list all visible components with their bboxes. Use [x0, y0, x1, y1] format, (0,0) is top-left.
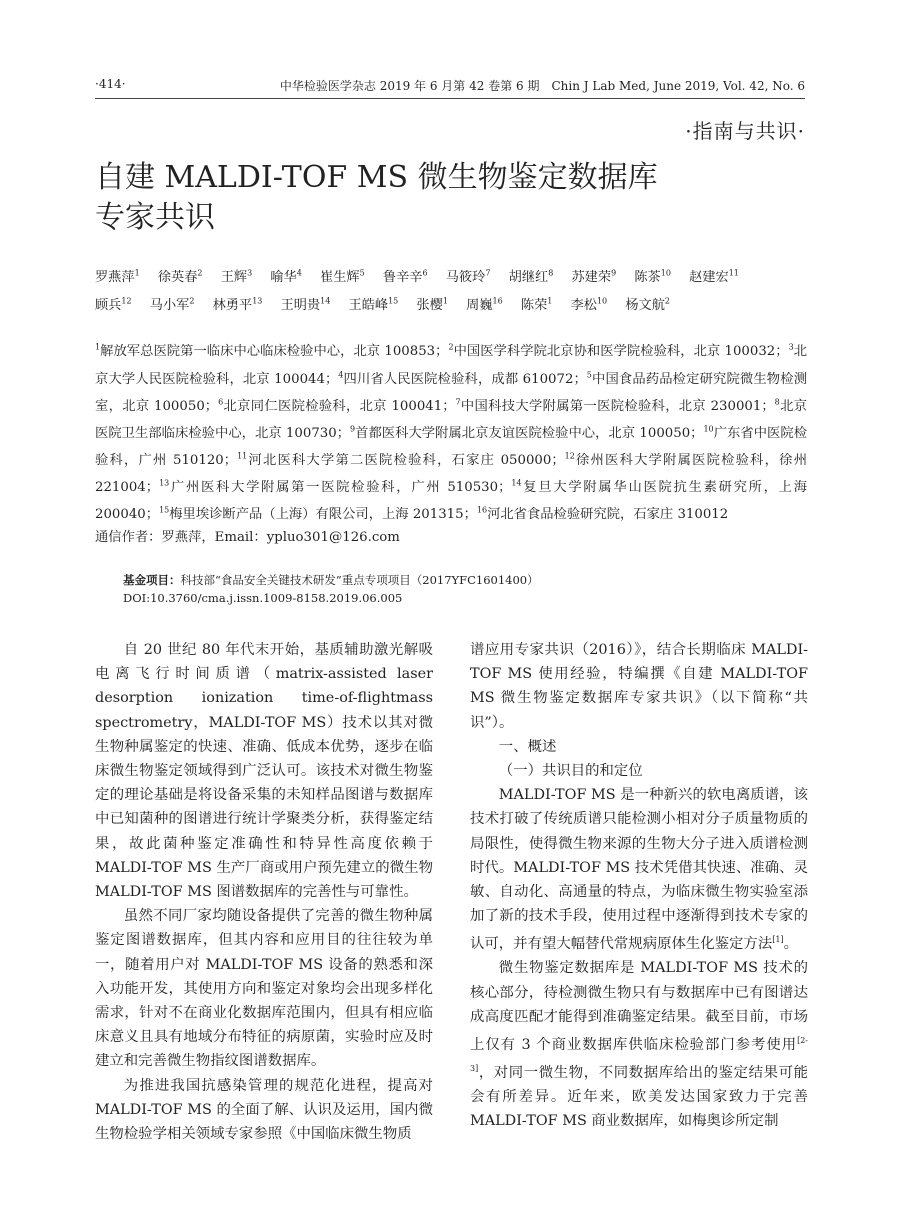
affiliation-marker: 9	[350, 424, 356, 434]
funding-label: 基金项目：	[123, 573, 181, 587]
author-affiliation-marker: 11	[728, 269, 739, 278]
page-number: ·414·	[95, 77, 126, 91]
citation[interactable]: [2-3]	[470, 1036, 808, 1074]
author-affiliation-marker: 16	[492, 296, 503, 306]
author-name	[320, 270, 365, 285]
author-name-text: 陈荣	[520, 297, 548, 313]
paragraph: 自 20 世纪 80 年代末开始，基质辅助激光解吸电离飞行时间质谱（matrix-assisted laser desorption ionization time-of-flightmass spectrometry，MALDI-TOF MS）技术以其对微生物种属鉴定的快速、准确、低成本优势，逐步在临床微生物鉴定领域得到广泛认可。该技术对微生物鉴定的理论基础是将设备采集的未知样品图谱与数据库中已知菌种的图谱进行统计学聚类分析，获得鉴定结果，故此菌种鉴定准确性和特异性高度依赖于 MALDI-TOF MS 生产厂商或用户预先建立的微生物 MALDI-TOF MS 图谱数据库的完善性与可靠性。	[95, 642, 433, 901]
author-list	[95, 262, 807, 317]
author-affiliation-marker: 3	[247, 269, 253, 278]
header-rule	[95, 98, 805, 99]
author-name-text: 胡继红	[508, 270, 549, 286]
author-name	[446, 270, 491, 285]
affiliation-marker: 13	[159, 478, 170, 488]
author-affiliation-marker: 2	[664, 296, 671, 306]
affiliation-marker: 10	[703, 424, 714, 434]
affiliation-marker: 5	[586, 370, 592, 380]
paragraph: 为推进我国抗感染管理的规范化进程，提高对 MALDI-TOF MS 的全面了解、认识及运用，国内微生物检验学相关领域专家参照《中国临床微生物质	[95, 1077, 433, 1143]
paragraph-text: ，对同一微生物，不同数据库给出的鉴定结果可能会有所差异。近年来，欧美发达国家致力于完善 MALDI-TOF MS 商业数据库，如梅奥诊所定制	[470, 1064, 808, 1130]
affiliation-marker: 12	[564, 451, 575, 461]
author-name-text: 李松	[570, 297, 597, 313]
author-name-text: 顾兵	[95, 297, 122, 313]
title-line-1: 自建 MALDI-TOF MS 微生物鉴定数据库	[95, 160, 658, 195]
affiliation-text: 四川省人民医院检验科，成都 610072；	[343, 371, 587, 387]
author-name-text: 马小军	[149, 297, 190, 313]
author-name-text: 徐英春	[157, 270, 198, 286]
author-affiliation-marker: 10	[660, 269, 671, 278]
body-column-left	[95, 638, 433, 1146]
affiliation-marker: 8	[774, 397, 780, 407]
doi: DOI:10.3760/cma.j.issn.1009-8158.2019.06.005	[123, 591, 403, 605]
author-name	[509, 270, 554, 285]
paragraph-text: 。	[783, 936, 798, 953]
author-name	[571, 298, 608, 313]
affiliation-text: 北京医院卫生部临床检验中心，北京 100730；	[95, 398, 807, 441]
affiliation-text: 复旦大学附属华山医院抗生素研究所，上海 200040；	[95, 480, 807, 523]
journal-header: 中华检验医学杂志 2019 年 6 月第 42 卷第 6 期 Chin J Lab Med, June 2019, Vol. 42, No. 6	[279, 79, 805, 93]
paragraph-text: MALDI-TOF MS 是一种新兴的软电离质谱，该技术打破了传统质谱只能检测小相对分子质量物质的局限性，使得微生物来源的生物大分子进入质谱检测时代。MALDI-TOF MS 技术凭借其快速、准确、灵敏、自动化、高通量的特点，为临床微生物实验室添加了新的技术手段，使用过程中逐渐得到技术专家的认可，并有望大幅替代常规病原体生化鉴定方法	[470, 787, 808, 953]
author-affiliation-marker: 13	[252, 296, 263, 306]
author-name-text: 马筱玲	[445, 270, 486, 286]
author-name-text: 陈茶	[634, 270, 661, 286]
author-name	[349, 298, 399, 313]
affiliation-list	[95, 344, 807, 522]
affiliation-marker: 15	[159, 505, 170, 515]
affiliation-text: 广州医科大学附属第一医院检验科，广州 510530；	[169, 480, 512, 496]
paragraph-text: 微生物鉴定数据库是 MALDI-TOF MS 技术的核心部分，待检测微生物只有与数据库中已有图谱达成高度匹配才能得到准确鉴定结果。截至目前，市场上仅有 3 个商业数据库供临床检验部门参考使用	[470, 960, 808, 1053]
funding-text: 科技部“食品安全关键技术研发”重点专项项目（2017YFC1601400）	[180, 573, 539, 587]
author-affiliation-marker: 1	[442, 296, 448, 306]
affiliation-text: 首都医科大学附属北京友谊医院检验中心，北京 100050；	[355, 425, 704, 441]
section-heading: 一、概述	[498, 738, 557, 755]
author-name-text: 鲁辛辛	[382, 270, 423, 286]
body-column-right	[470, 638, 808, 1133]
affiliation-marker: 3	[788, 343, 794, 352]
paragraph: 谱应用专家共识（2016）》，结合长期临床 MALDI-TOF MS 使用经验，特编撰《自建 MALDI-TOF MS 微生物鉴定数据库专家共识》（以下简称“共识”）。	[470, 642, 808, 731]
affiliation-text: 河北省食品检验研究院，石家庄 310012	[487, 507, 729, 523]
paragraph: 虽然不同厂家均随设备提供了完善的微生物种属鉴定图谱数据库，但其内容和应用目的往往较为单一，随着用户对 MALDI-TOF MS 设备的熟悉和深入功能开发，其使用方向和鉴定对象均会出现多样化需求，针对不在商业化数据库范围内，但具有相应临床意义且具有地域分布特征的病原菌，实验时应及时建立和完善微生物指纹图谱数据库。	[95, 908, 433, 1070]
affiliation-text: 河北医科大学第二医院检验科，石家庄 050000；	[247, 452, 565, 468]
affiliation-text: 解放军总医院第一临床中心临床检验中心，北京 100853；	[100, 344, 449, 360]
author-name	[466, 298, 503, 313]
affiliations	[95, 337, 807, 550]
affiliation-text: 中国科技大学附属第一医院检验科，北京 230001；	[460, 398, 775, 414]
author-affiliation-marker: 4	[296, 269, 302, 278]
funding	[123, 570, 813, 590]
author-name	[383, 270, 428, 285]
affiliation-text: 北京同仁医院检验科，北京 100041；	[223, 398, 456, 414]
affiliation-marker: 4	[338, 370, 344, 380]
author-name-text: 赵建宏	[689, 270, 729, 286]
author-name	[213, 298, 263, 313]
paragraph	[470, 956, 808, 1133]
section-label: ·指南与共识·	[685, 119, 805, 143]
author-name-text: 王辉	[220, 270, 248, 286]
author-name	[689, 270, 739, 285]
affiliation-marker: 1	[95, 343, 101, 352]
affiliation-text: 徐州医科大学附属医院检验科，徐州 221004；	[95, 452, 807, 496]
author-affiliation-marker: 14	[320, 296, 331, 306]
author-name-text: 喻华	[270, 270, 297, 286]
author-affiliation-marker: 2	[189, 296, 195, 306]
article-title	[95, 158, 795, 238]
author-name-text: 杨文航	[625, 297, 665, 313]
affiliation-marker: 2	[448, 343, 454, 352]
affiliation-marker: 11	[237, 451, 248, 461]
affiliation-marker: 14	[511, 478, 522, 488]
affiliation-text: 中国医学科学院北京协和医学院检验科，北京 100032；	[453, 344, 789, 360]
author-name-text: 林勇平	[212, 297, 253, 313]
author-name-text: 王皓峰	[348, 297, 389, 313]
author-name	[221, 270, 252, 285]
author-name	[416, 298, 447, 313]
paragraph	[470, 783, 808, 956]
author-name	[625, 298, 670, 313]
affiliation-text: 广东省中医院检验科，广州 510120；	[95, 425, 807, 468]
author-name	[95, 298, 132, 313]
title-line-2: 专家共识	[95, 200, 215, 235]
affiliation-text: 中国食品药品检定研究院微生物检测室，北京 100050；	[95, 371, 807, 414]
author-name	[572, 270, 617, 285]
author-affiliation-marker: 10	[596, 296, 608, 306]
affiliation-marker: 16	[476, 505, 488, 515]
author-affiliation-marker: 1	[547, 296, 553, 306]
author-name	[158, 270, 203, 285]
author-name	[95, 270, 140, 285]
author-name	[150, 298, 195, 313]
author-affiliation-marker: 9	[611, 269, 617, 278]
author-name-text: 张樱	[416, 297, 443, 313]
citation[interactable]: [1]	[772, 935, 784, 945]
author-name	[270, 270, 301, 285]
author-affiliation-marker: 15	[388, 296, 399, 306]
author-affiliation-marker: 12	[121, 296, 132, 306]
author-name-text: 崔生辉	[320, 270, 360, 286]
affiliation-text: 北京大学人民医院检验科，北京 100044；	[95, 344, 807, 387]
author-affiliation-marker: 2	[197, 269, 203, 278]
author-name	[281, 298, 331, 313]
author-name	[521, 298, 552, 313]
author-affiliation-marker: 1	[134, 269, 140, 278]
author-name-text: 王明贵	[280, 297, 321, 313]
author-affiliation-marker: 6	[422, 269, 428, 278]
affiliation-text: 梅里埃诊断产品（上海）有限公司，上海 201315；	[169, 507, 477, 523]
affiliation-marker: 7	[455, 397, 461, 407]
author-name-text: 周巍	[466, 297, 493, 313]
correspondence: 通信作者：罗燕萍，Email：ypluo301@126.com	[95, 529, 400, 545]
subsection-heading: （一）共识目的和定位	[498, 763, 643, 780]
author-name	[634, 270, 671, 285]
author-name-text: 苏建荣	[571, 270, 612, 286]
author-affiliation-marker: 5	[359, 269, 365, 278]
author-affiliation-marker: 8	[548, 269, 554, 278]
affiliation-marker: 6	[218, 397, 224, 407]
author-name-text: 罗燕萍	[95, 270, 135, 286]
author-affiliation-marker: 7	[485, 269, 491, 278]
